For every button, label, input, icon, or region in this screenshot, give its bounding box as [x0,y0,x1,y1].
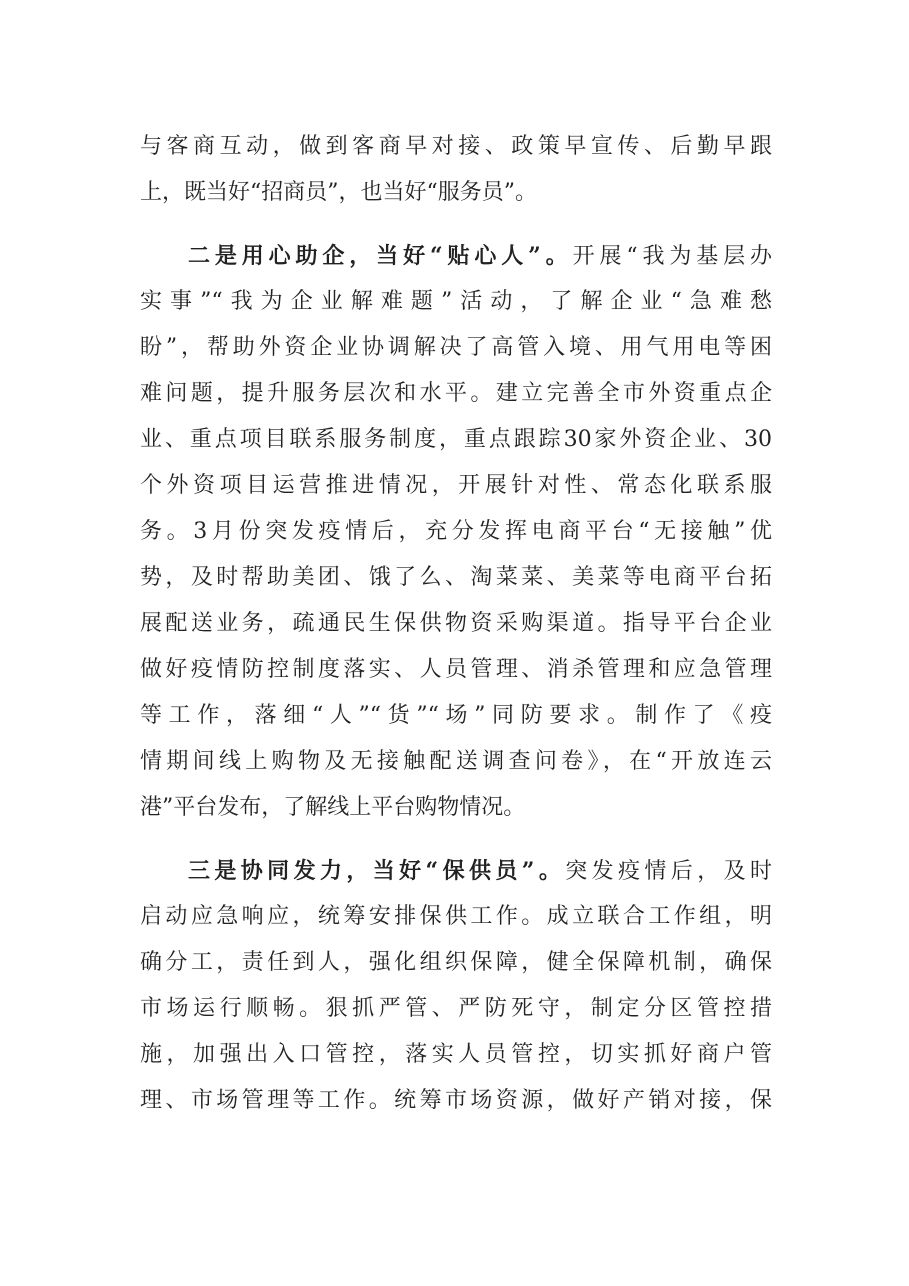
text-line: 做好疫情防控制度落实、人员管理、消杀管理和应急管理 [140,657,772,682]
text-line: 理、市场管理等工作。统筹市场资源，做好产销对接，保 [140,1088,772,1113]
text-line: 务。3月份突发疫情后，充分发挥电商平台“无接触”优 [140,519,772,544]
text-line: 启动应急响应，统筹安排保供工作。成立联合工作组，明 [140,904,772,929]
document-body [140,124,772,1124]
text-line [140,233,772,279]
paragraph-3 [140,848,772,1124]
text-line: 实事”“我为企业解难题”活动，了解企业“急难愁 [140,289,772,314]
text-line: 施，加强出入口管控，落实人员管控，切实抓好商户管 [140,1042,772,1067]
text-line: 港”平台发布，了解线上平台购物情况。 [140,795,526,820]
text-run: 开展“我为基层办 [572,244,772,269]
text-line: 上，既当好“招商员”，也当好“服务员”。 [140,180,537,205]
paragraph-2 [140,233,772,831]
text-line: 与客商互动，做到客商早对接、政策早宣传、后勤早跟 [140,134,772,159]
text-line: 情期间线上购物及无接触配送调查问卷》，在“开放连云 [140,749,772,774]
text-line: 业、重点项目联系服务制度，重点跟踪30家外资企业、30 [140,427,772,452]
text-line: 等工作，落细“人”“货”“场”同防要求。制作了《疫 [140,703,772,728]
text-line [140,848,772,894]
text-line: 市场运行顺畅。狠抓严管、严防死守，制定分区管控措 [140,996,772,1021]
paragraph-heading: 三是协同发力，当好“保供员”。 [188,858,566,884]
paragraph-heading: 二是用心助企，当好“贴心人”。 [188,243,573,269]
paragraph-continuation [140,124,772,216]
text-line: 盼”，帮助外资企业协调解决了高管入境、用气用电等困 [140,335,772,360]
text-run: 突发疫情后，及时 [565,859,772,884]
text-line: 确分工，责任到人，强化组织保障，健全保障机制，确保 [140,950,772,975]
text-line: 个外资项目运营推进情况，开展针对性、常态化联系服 [140,473,772,498]
text-line: 展配送业务，疏通民生保供物资采购渠道。指导平台企业 [140,611,772,636]
text-line: 势，及时帮助美团、饿了么、淘菜菜、美菜等电商平台拓 [140,565,772,590]
text-line: 难问题，提升服务层次和水平。建立完善全市外资重点企 [140,381,772,406]
